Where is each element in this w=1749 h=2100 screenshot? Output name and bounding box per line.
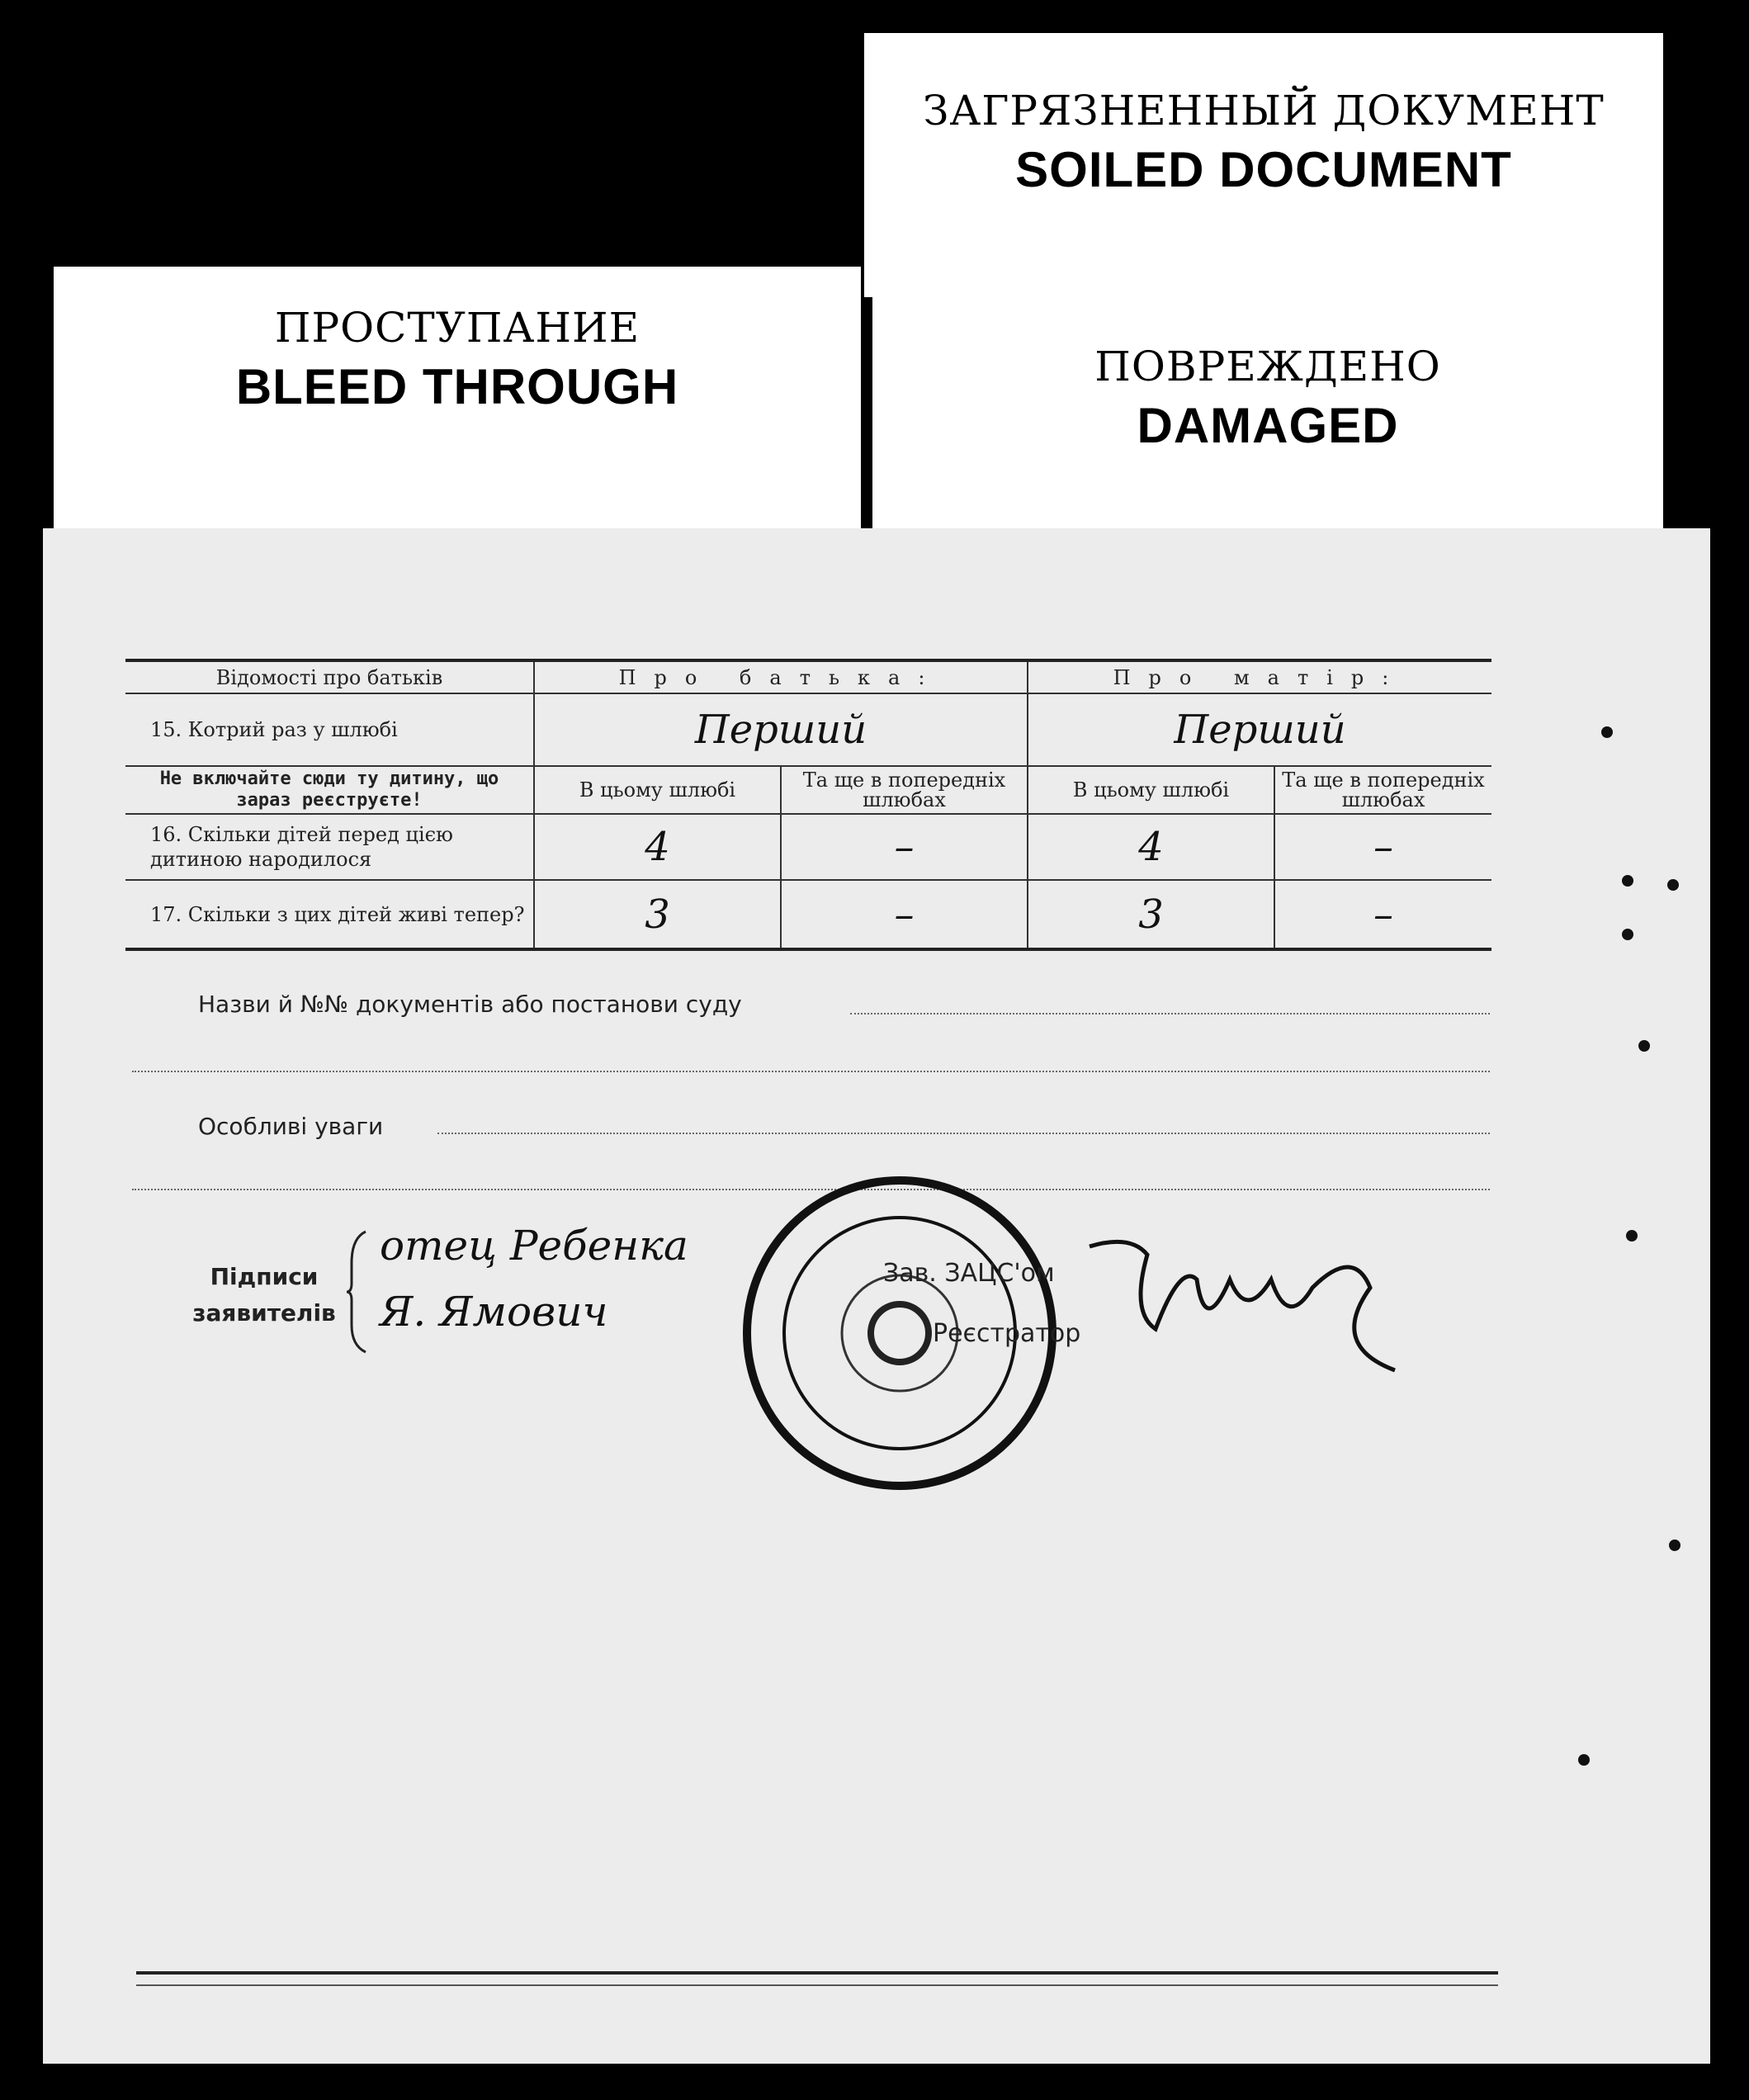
header-col1: Відомості про батьків — [215, 665, 443, 689]
soiled-document-label — [864, 33, 1663, 297]
row15-label: 15. Котрий раз у шлюбі — [150, 718, 398, 741]
punch-hole — [1622, 875, 1633, 887]
punch-hole — [1601, 726, 1613, 738]
note-text: Не включайте сюди ту дитину, що зараз реєструєте! — [159, 769, 499, 811]
punch-hole — [1626, 1230, 1638, 1242]
row15-mother: Перший — [1028, 693, 1491, 766]
punch-hole — [1638, 1040, 1650, 1052]
signatures-label: Підписи заявителів — [192, 1263, 336, 1327]
documents-label: Назви й №№ документів або постанови суду — [198, 991, 742, 1018]
row17-father-now: 3 — [534, 880, 781, 949]
punch-hole — [1667, 879, 1679, 891]
row15-father: Перший — [534, 693, 1028, 766]
header-father: Про батька: — [534, 660, 1028, 693]
row17-mother-now: 3 — [1028, 880, 1274, 949]
mother-in-marriage: В цьому шлюбі — [1028, 766, 1274, 814]
documents-line — [850, 1013, 1490, 1015]
row-17 — [125, 880, 1491, 949]
row16-mother-prev: – — [1274, 814, 1491, 880]
row16-father-now: 4 — [534, 814, 781, 880]
remarks-line — [437, 1133, 1490, 1134]
punch-hole — [1669, 1540, 1680, 1551]
father-prev-marriages: Та ще в попередніх шлюбах — [781, 766, 1028, 814]
row17-father-prev: – — [781, 880, 1028, 949]
table-header-row — [125, 660, 1491, 693]
row17-mother-prev: – — [1274, 880, 1491, 949]
punch-hole — [1578, 1754, 1590, 1766]
row16-father-prev: – — [781, 814, 1028, 880]
punch-hole — [1622, 929, 1633, 940]
row17-label: 17. Скільки з цих дітей живі тепер? — [150, 902, 525, 926]
head-label: Зав. ЗАЦС'ом — [883, 1259, 1055, 1288]
bleed-label-ru: ПРОСТУПАНИЕ — [274, 304, 641, 352]
damaged-label-en: DAMAGED — [1137, 398, 1399, 453]
mother-prev-marriages: Та ще в попередніх шлюбах — [1274, 766, 1491, 814]
note-row — [125, 766, 1491, 814]
bottom-rule — [136, 1971, 1498, 1975]
row16-mother-now: 4 — [1028, 814, 1274, 880]
bottom-rule-2 — [136, 1984, 1498, 1986]
bleed-label-en: BLEED THROUGH — [235, 359, 679, 414]
registrar-label: Реєстратор — [933, 1319, 1081, 1348]
documents-line-2 — [132, 1071, 1490, 1072]
remarks-label: Особливі уваги — [198, 1113, 384, 1140]
soiled-label-en: SOILED DOCUMENT — [1015, 142, 1512, 197]
damaged-label-ru: ПОВРЕЖДЕНО — [1094, 343, 1441, 390]
damaged-label — [872, 268, 1663, 553]
parents-info-table — [125, 659, 1491, 951]
row16-label: 16. Скільки дітей перед цією дитиною народилося — [150, 823, 453, 871]
row-16 — [125, 814, 1491, 880]
row-15 — [125, 693, 1491, 766]
signature-2: Я. Ямович — [380, 1288, 608, 1336]
registrar-signature — [1081, 1230, 1411, 1395]
header-mother: Про матір: — [1028, 660, 1491, 693]
soiled-label-ru: ЗАГРЯЗНЕННЫЙ ДОКУМЕНТ — [923, 87, 1605, 135]
bleed-through-label — [54, 267, 861, 547]
signature-1: отец Ребенка — [380, 1222, 688, 1270]
father-in-marriage: В цьому шлюбі — [534, 766, 781, 814]
signature-brace — [345, 1230, 370, 1354]
